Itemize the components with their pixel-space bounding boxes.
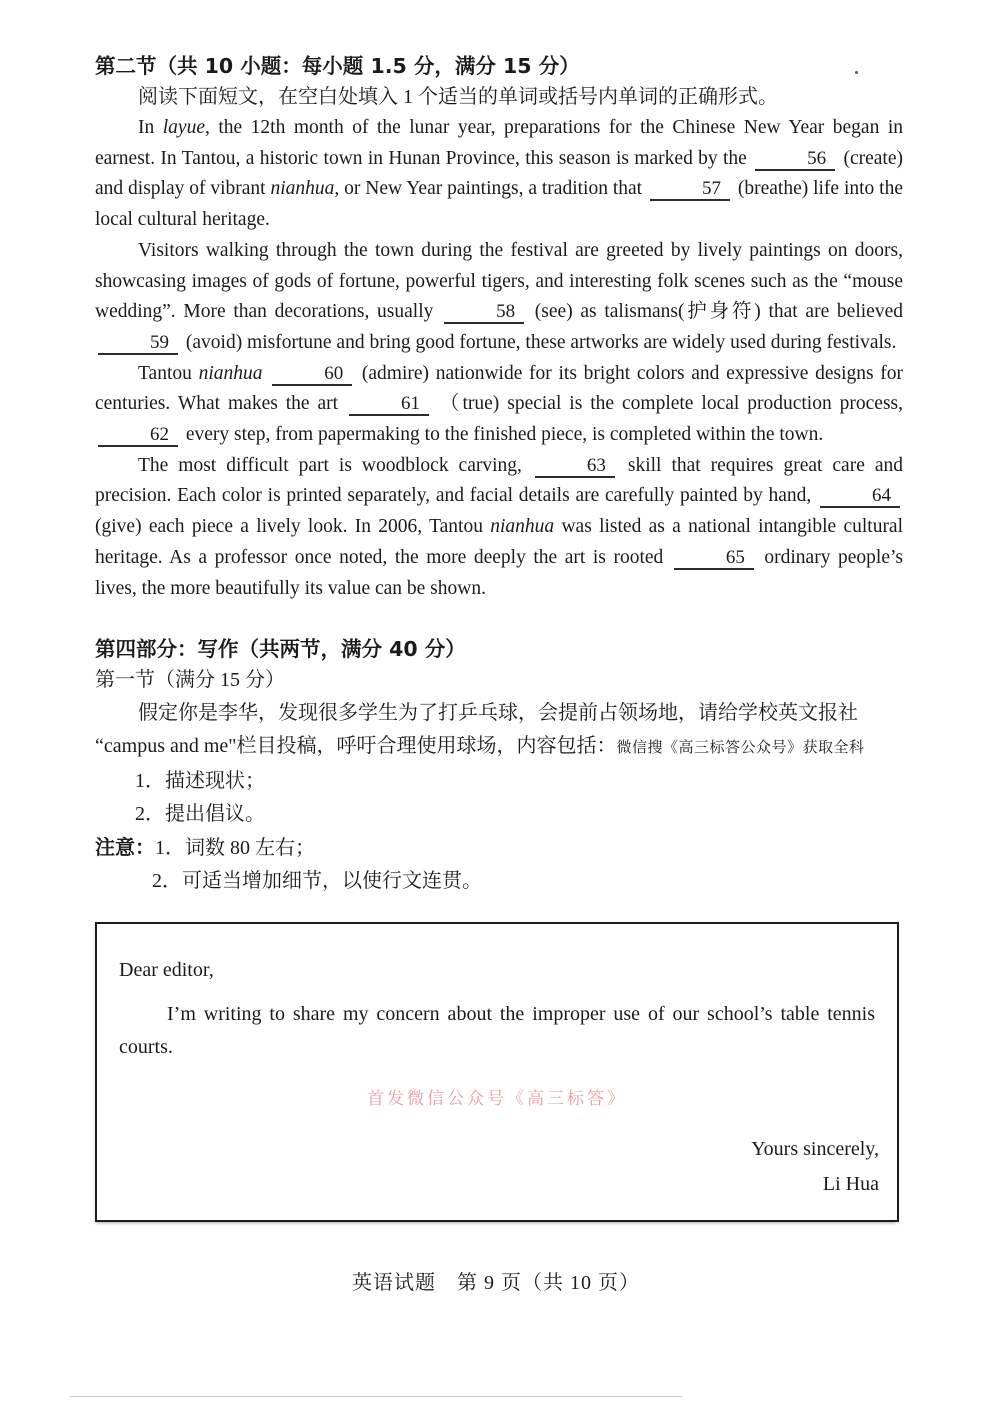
section4-subheading: 第一节（满分 15 分） [95,669,285,692]
blank-64: 64 [820,485,900,508]
text-run: 1．词数 80 左右； [155,837,315,860]
letter-salutation: Dear editor, [119,959,214,982]
text-run: （true) special is the complete local production process, [432,393,903,415]
blank-56: 56 [755,148,835,171]
passage-paragraph-1 [95,113,903,236]
text-run: every step, from papermaking to the finished piece, is completed within the town. [181,424,824,446]
letter-signature: Li Hua [822,1173,879,1196]
writing-prompt-line2 [95,730,903,765]
italic-term-nianhua: nianhua [490,516,555,538]
notes-line-1 [95,831,903,865]
blank-61: 61 [349,393,429,416]
red-watermark-text: 首发微信公众号《高三标答》 [367,1089,627,1109]
promo-note: 微信搜《高三标答公众号》获取全科 [616,740,865,757]
blank-65: 65 [674,547,754,570]
letter-closing-block [751,1132,879,1202]
writing-point-1: 1．描述现状； [135,770,265,793]
italic-term-nianhua: nianhua [270,178,335,200]
text-run: “campus and me"栏目投稿，呼吁合理使用球场，内容包括： [95,735,617,758]
text-run: (admire) nationwide for its bright colors and expressive designs for centuries. What makes the art [95,362,904,415]
letter-closing: Yours sincerely, [751,1138,879,1161]
italic-term-layue: layue [162,117,205,138]
passage-paragraph-3 [95,359,903,451]
text-run: Tantou [138,362,199,384]
text-run [263,363,270,384]
writing-point-2: 2．提出倡议。 [135,803,265,826]
page-footer: 英语试题 第 9 页（共 10 页） [352,1272,640,1294]
text-run: (create) and display of vibrant [95,147,903,200]
italic-term-nianhua: nianhua [198,362,263,384]
blank-60: 60 [272,363,352,386]
exam-page [95,52,903,1222]
scan-edge-line [70,1396,682,1397]
writing-prompt-line1: 假定你是李华，发现很多学生为了打乒乓球，会提前占领场地，请给学校英文报社 [138,702,858,725]
passage-paragraph-4 [95,451,903,605]
blank-63: 63 [535,455,615,478]
text-run: In [138,117,163,138]
text-run: The most difficult part is woodblock carving, [138,454,532,476]
text-run: (give) each piece a lively look. In 2006, Tantou [95,516,491,538]
blank-59: 59 [98,332,178,355]
notes-line-2: 2．可适当增加细节，以使行文连贯。 [152,870,482,893]
text-run: (see) as talismans(护身符) that are believed [527,301,903,323]
text-run: (avoid) misfortune and bring good fortune, these artworks are widely used during festivals. [181,331,897,353]
section2-instruction: 阅读下面短文，在空白处填入 1 个适当的单词或括号内单词的正确形式。 [138,86,778,108]
text-run: Visitors walking through the town during the festival are greeted by lively paintings on doors, showcasing images of gods of fortune, powerful tigers, and interesting folk scenes such as the “mouse wedding”. More than decorations, usually [95,239,903,323]
note-label: 注意： [95,835,155,860]
letter-body: I’m writing to share my concern about the improper use of our school’s table tennis courts. [119,1003,875,1059]
passage-paragraph-2 [95,236,903,359]
blank-62: 62 [98,424,178,447]
text-run: , or New Year paintings, a tradition that [334,178,647,200]
section2-heading: 第二节（共 10 小题：每小题 1.5 分，满分 15 分） [95,54,580,78]
text-run: skill that requires great care and precision. Each color is printed separately, and facial details are carefully painted by hand, [95,454,903,507]
blank-58: 58 [444,301,524,324]
text-run: (breathe) life into the local cultural heritage. [95,178,903,231]
text-run: ordinary people’s lives, the more beautifully its value can be shown. [95,546,903,599]
text-run: was listed as a national intangible cultural heritage. As a professor once noted, the more deeply the art is rooted [95,516,904,568]
blank-57: 57 [650,178,730,201]
answer-letter-box [95,922,899,1222]
section4-heading: 第四部分：写作（共两节，满分 40 分） [95,637,466,662]
text-run: , the 12th month of the lunar year, preparations for the Chinese New Year began in earnest. In Tantou, a historic town in Hunan Province, this season is marked by the [95,117,903,169]
